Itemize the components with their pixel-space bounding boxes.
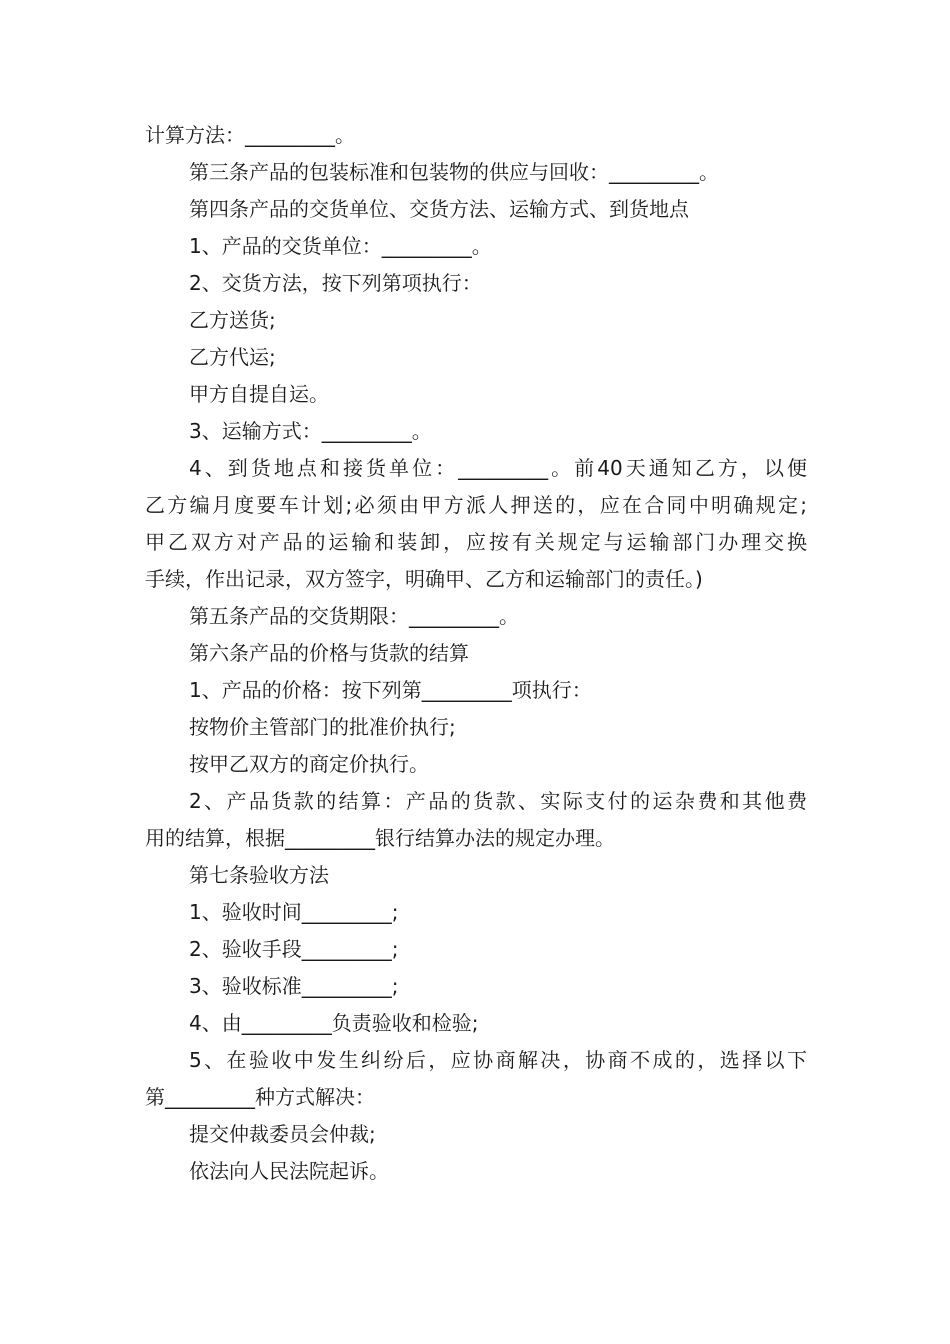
text-line: 依法向人民法院起诉。	[189, 1159, 389, 1183]
text-line: 第_________种方式解决：	[145, 1085, 375, 1109]
text-line: 乙方送货;	[189, 308, 276, 332]
text-line: 4、由_________负责验收和检验;	[189, 1011, 479, 1035]
text-line: 乙方编月度要车计划;必须由甲方派人押送的，应在合同中明确规定;	[145, 493, 807, 517]
text-line: 3、运输方式：_________。	[189, 419, 432, 443]
text-line: 第四条产品的交货单位、交货方法、运输方式、到货地点	[189, 197, 689, 221]
text-line: 用的结算，根据_________银行结算办法的规定办理。	[145, 826, 615, 850]
text-line: 3、验收标准_________;	[189, 974, 399, 998]
text-line: 第五条产品的交货期限：_________。	[189, 604, 519, 628]
text-line: 按物价主管部门的批准价执行;	[189, 715, 456, 739]
text-line: 4、到货地点和接货单位：_________。前40天通知乙方，以便	[189, 456, 807, 480]
text-line: 第六条产品的价格与货款的结算	[189, 641, 469, 665]
text-line: 第三条产品的包装标准和包装物的供应与回收：_________。	[189, 160, 719, 184]
text-line: 甲乙双方对产品的运输和装卸，应按有关规定与运输部门办理交换	[145, 530, 807, 554]
text-line: 甲方自提自运。	[189, 382, 329, 406]
text-line: 提交仲裁委员会仲裁;	[189, 1122, 376, 1146]
text-line: 1、验收时间_________;	[189, 900, 399, 924]
document-body	[145, 117, 807, 1190]
text-line: 2、产品货款的结算：产品的货款、实际支付的运杂费和其他费	[189, 789, 807, 813]
text-line: 5、在验收中发生纠纷后，应协商解决，协商不成的，选择以下	[189, 1048, 807, 1072]
text-line: 乙方代运;	[189, 345, 276, 369]
text-line: 1、产品的价格：按下列第_________项执行：	[189, 678, 592, 702]
text-line: 第七条验收方法	[189, 863, 329, 887]
text-line: 手续，作出记录，双方签字，明确甲、乙方和运输部门的责任。)	[145, 567, 703, 591]
text-line: 按甲乙双方的商定价执行。	[189, 752, 429, 776]
text-line: 1、产品的交货单位：_________。	[189, 234, 492, 258]
text-line: 2、验收手段_________;	[189, 937, 399, 961]
text-line: 2、交货方法，按下列第项执行：	[189, 271, 482, 295]
text-line: 计算方法：_________。	[145, 123, 355, 147]
